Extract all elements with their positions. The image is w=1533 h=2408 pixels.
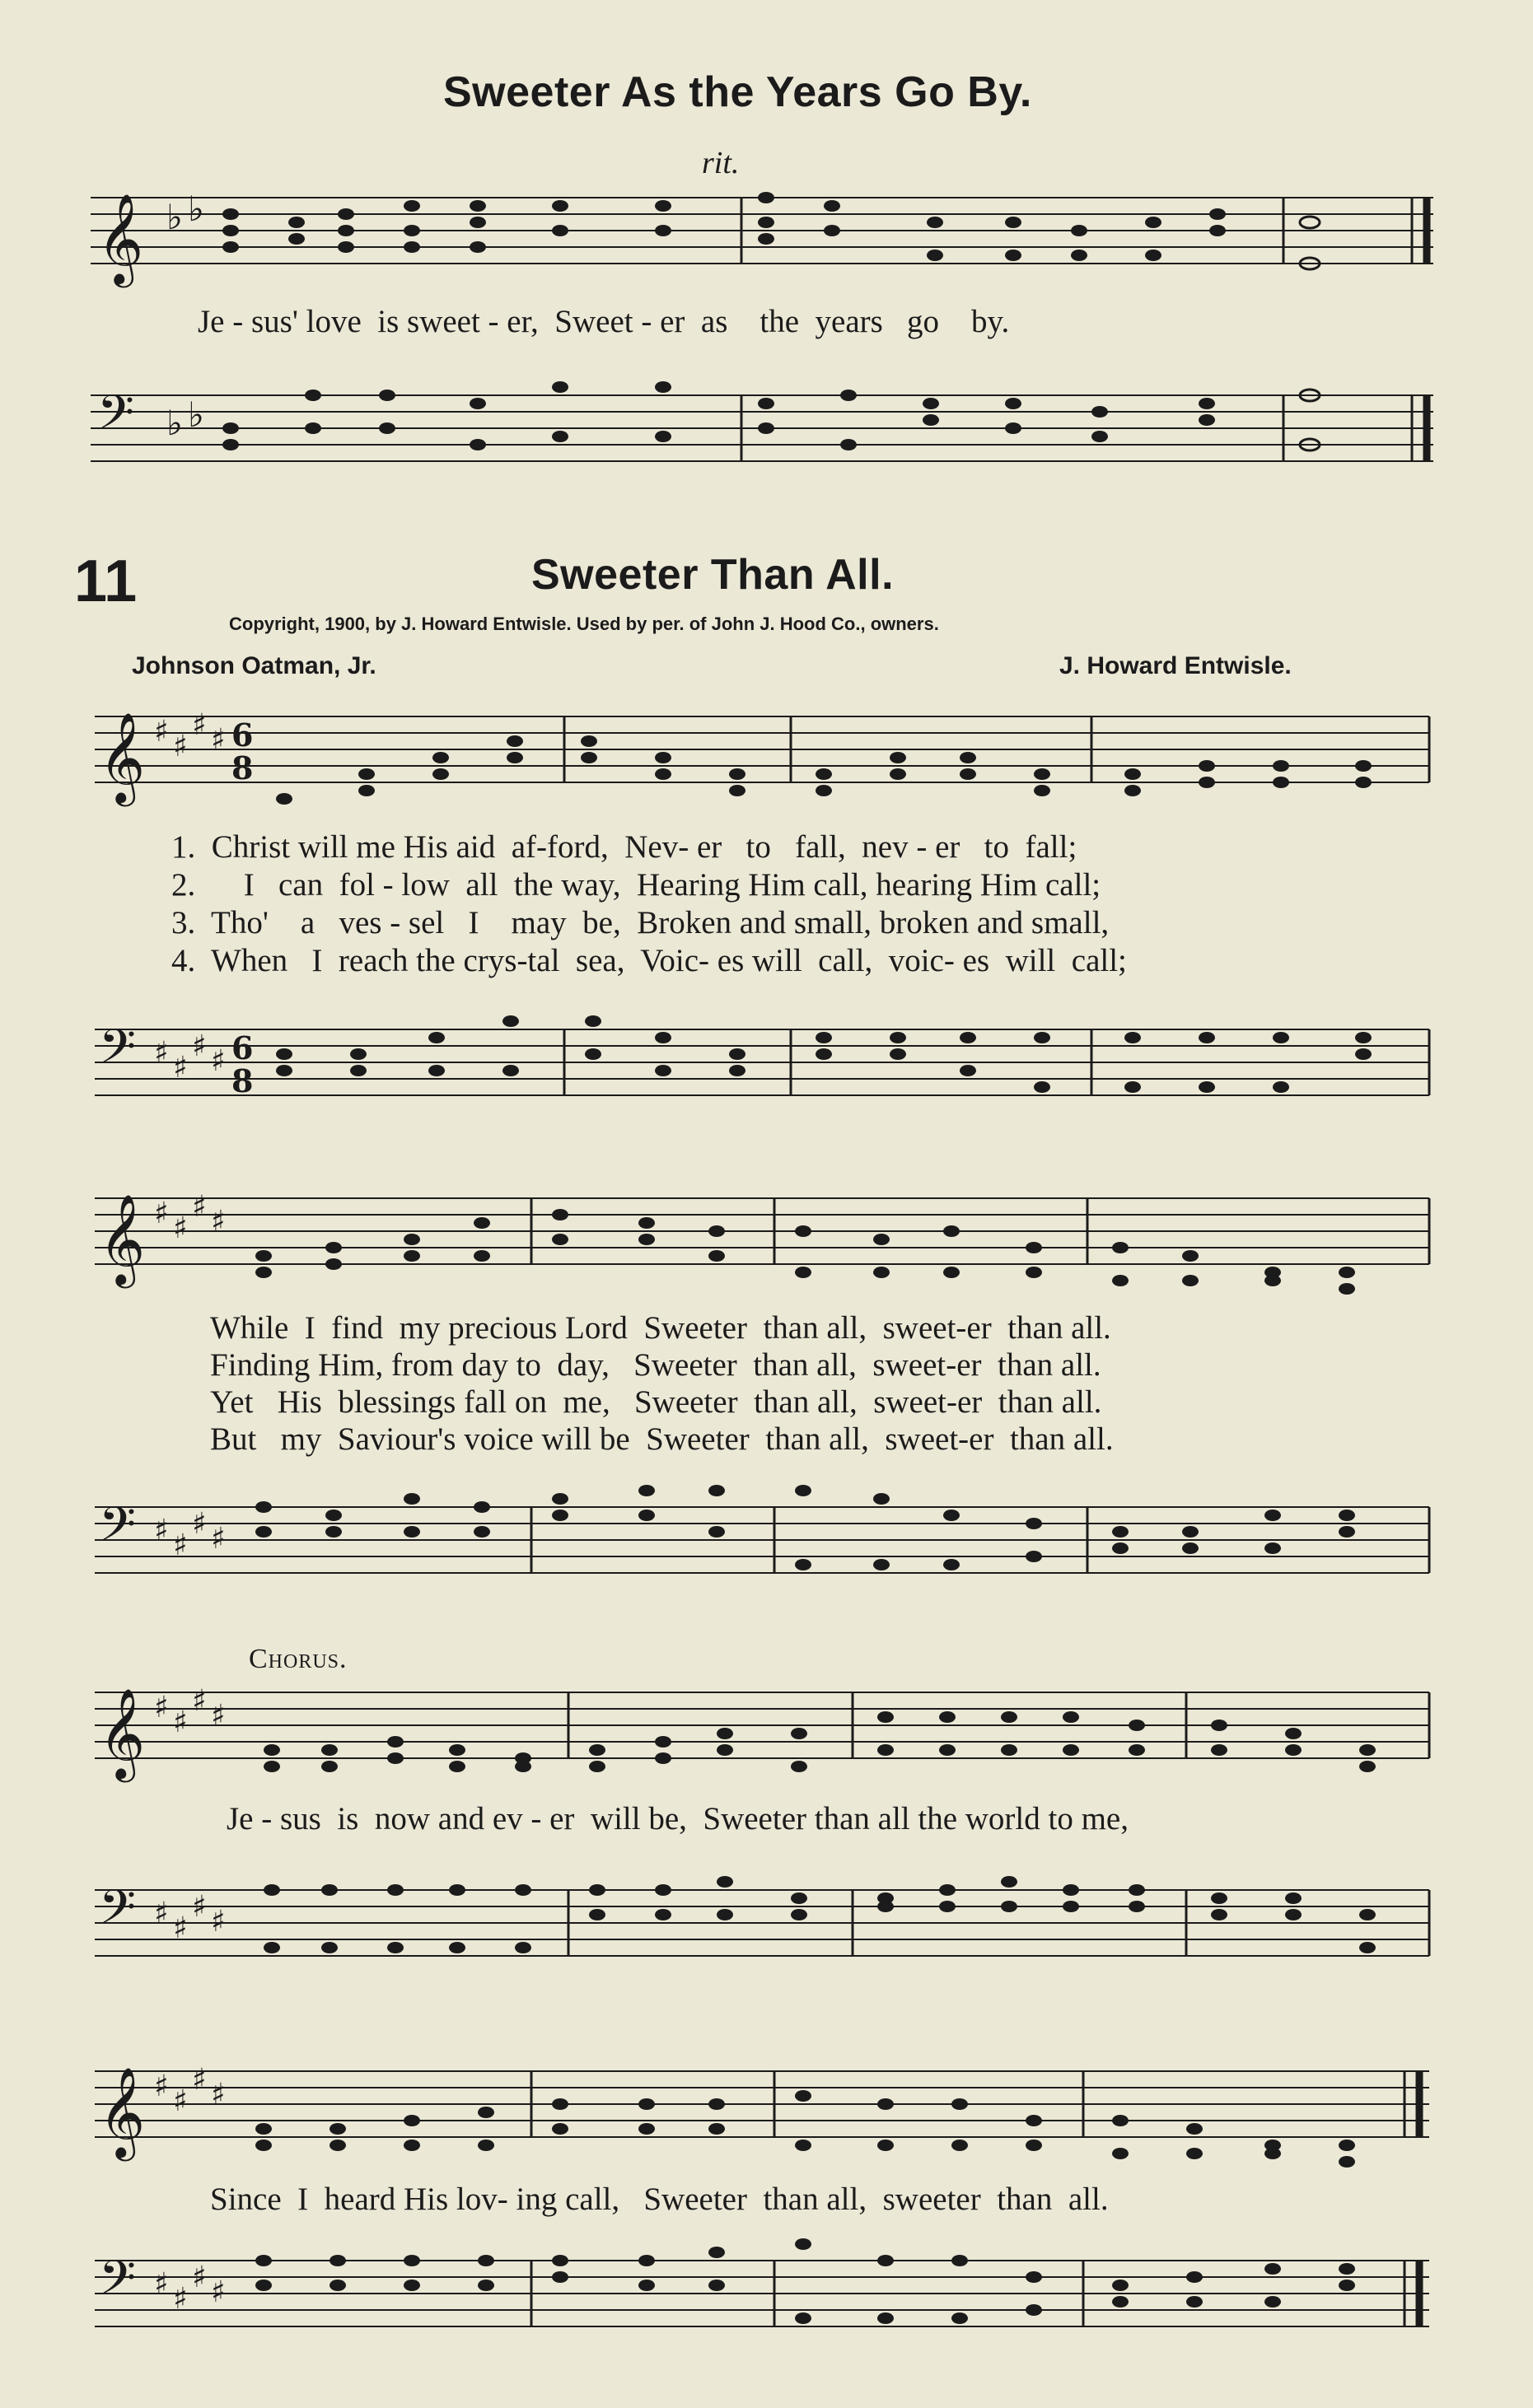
svg-text:♯: ♯ — [173, 1706, 188, 1739]
svg-text:♯: ♯ — [211, 1699, 226, 1733]
svg-text:𝄢: 𝄢 — [99, 2250, 137, 2317]
svg-text:6: 6 — [231, 1029, 254, 1066]
svg-text:♯: ♯ — [211, 2275, 226, 2309]
verse-1-line-1: 1. Christ will me His aid af-ford, Nev- er to fall, nev - er to fall; — [171, 829, 1077, 865]
svg-text:♯: ♯ — [154, 1897, 169, 1930]
verse-1-line-2: While I find my precious Lord Sweeter than all, sweet-er than all. — [210, 1310, 1111, 1346]
chorus-treble-staff-1 — [95, 1684, 1446, 1783]
svg-text:♯: ♯ — [211, 1044, 226, 1078]
hymn-bass-staff-1 — [95, 1021, 1446, 1120]
chorus-bass-staff-1 — [95, 1879, 1446, 1981]
svg-text:𝄢: 𝄢 — [99, 1496, 137, 1564]
time-sig-bottom: 8 — [231, 749, 254, 786]
svg-text:♯: ♯ — [192, 2261, 207, 2294]
svg-text:♯: ♯ — [154, 1691, 169, 1724]
hymn-treble-staff-1 — [95, 708, 1446, 807]
chorus-lyric-1: Je - sus is now and ev - er will be, Sweeter than all the world to me, — [227, 1801, 1129, 1836]
chorus-treble-staff-2 — [95, 2063, 1446, 2162]
copyright-notice: Copyright, 1900, by J. Howard Entwisle. Used by per. of John J. Hood Co., owners. — [229, 614, 939, 634]
svg-text:♯: ♯ — [173, 730, 188, 763]
svg-text:♯: ♯ — [173, 1911, 188, 1945]
verse-3-line-2: Yet His blessings fall on me, Sweeter than all, sweet-er than all. — [210, 1384, 1102, 1420]
verse-2-line-2: Finding Him, from day to day, Sweeter than all, sweet-er than all. — [210, 1347, 1101, 1383]
hymn-title: Sweeter Than All. — [531, 551, 895, 599]
svg-text:𝄞: 𝄞 — [99, 1194, 146, 1285]
chorus-label: Chorus. — [249, 1644, 348, 1674]
composer-credit: J. Howard Entwisle. — [1059, 652, 1292, 679]
svg-text:♯: ♯ — [192, 1507, 207, 1541]
hymn-bass-staff-2 — [95, 1496, 1446, 1598]
svg-text:♯: ♯ — [154, 1514, 169, 1547]
svg-text:♯: ♯ — [211, 723, 226, 757]
verse-3-line-1: 3. Tho' a ves - sel I may be, Broken and small, broken and small, — [171, 905, 1110, 940]
svg-text:𝄢: 𝄢 — [97, 385, 135, 452]
svg-text:♯: ♯ — [173, 2084, 188, 2118]
svg-text:♭: ♭ — [166, 403, 183, 443]
svg-text:𝄞: 𝄞 — [99, 712, 146, 803]
svg-text:8: 8 — [231, 1062, 254, 1099]
svg-text:♯: ♯ — [192, 2063, 207, 2097]
top-hymn-treble-staff — [91, 189, 1442, 288]
hymn-treble-staff-2 — [95, 1190, 1446, 1289]
time-sig-top: 6 — [231, 716, 254, 754]
svg-text:𝄞: 𝄞 — [97, 194, 144, 284]
svg-text:𝄞: 𝄞 — [99, 2067, 146, 2158]
svg-text:♯: ♯ — [192, 1190, 207, 1224]
svg-text:♯: ♯ — [192, 1684, 207, 1718]
svg-text:♯: ♯ — [192, 708, 207, 742]
svg-text:♭: ♭ — [188, 189, 204, 229]
chorus-lyric-2: Since I heard His lov- ing call, Sweeter than all, sweeter than all. — [210, 2182, 1109, 2217]
svg-text:♯: ♯ — [154, 715, 169, 749]
verse-4-line-2: But my Saviour's voice will be Sweeter than all, sweet-er than all. — [210, 1421, 1114, 1457]
svg-text:♯: ♯ — [173, 2282, 188, 2316]
svg-text:♯: ♯ — [211, 1522, 226, 1556]
verse-2-line-1: 2. I can fol - low all the way, Hearing Him call, hearing Him call; — [171, 867, 1101, 903]
rit-marking: rit. — [702, 146, 740, 180]
svg-text:♯: ♯ — [154, 2070, 169, 2103]
svg-text:♭: ♭ — [188, 394, 204, 435]
svg-text:𝄢: 𝄢 — [99, 1019, 137, 1086]
svg-text:♯: ♯ — [211, 2078, 226, 2112]
svg-text:♯: ♯ — [154, 1036, 169, 1070]
svg-text:𝄢: 𝄢 — [99, 1879, 137, 1947]
svg-text:𝄞: 𝄞 — [99, 1688, 146, 1779]
top-hymn-lyric: Je - sus' love is sweet - er, Sweet - er as the years go by. — [198, 304, 1010, 339]
top-hymn-bass-staff — [91, 387, 1442, 486]
top-hymn-title: Sweeter As the Years Go By. — [443, 68, 1032, 116]
svg-text:♭: ♭ — [166, 197, 183, 237]
svg-text:♯: ♯ — [173, 1528, 188, 1562]
chorus-bass-staff-2 — [95, 2252, 1446, 2351]
verse-4-line-1: 4. When I reach the crys-tal sea, Voic- es will call, voic- es will call; — [171, 943, 1127, 978]
svg-text:♯: ♯ — [154, 2267, 169, 2301]
svg-text:♯: ♯ — [192, 1890, 207, 1924]
svg-text:♯: ♯ — [211, 1905, 226, 1939]
hymn-number: 11 — [74, 548, 138, 614]
lyricist-credit: Johnson Oatman, Jr. — [132, 652, 376, 679]
svg-text:♯: ♯ — [211, 1205, 226, 1239]
svg-text:♯: ♯ — [173, 1051, 188, 1085]
svg-text:♯: ♯ — [154, 1197, 169, 1230]
svg-text:♯: ♯ — [192, 1029, 207, 1063]
svg-text:♯: ♯ — [173, 1211, 188, 1245]
